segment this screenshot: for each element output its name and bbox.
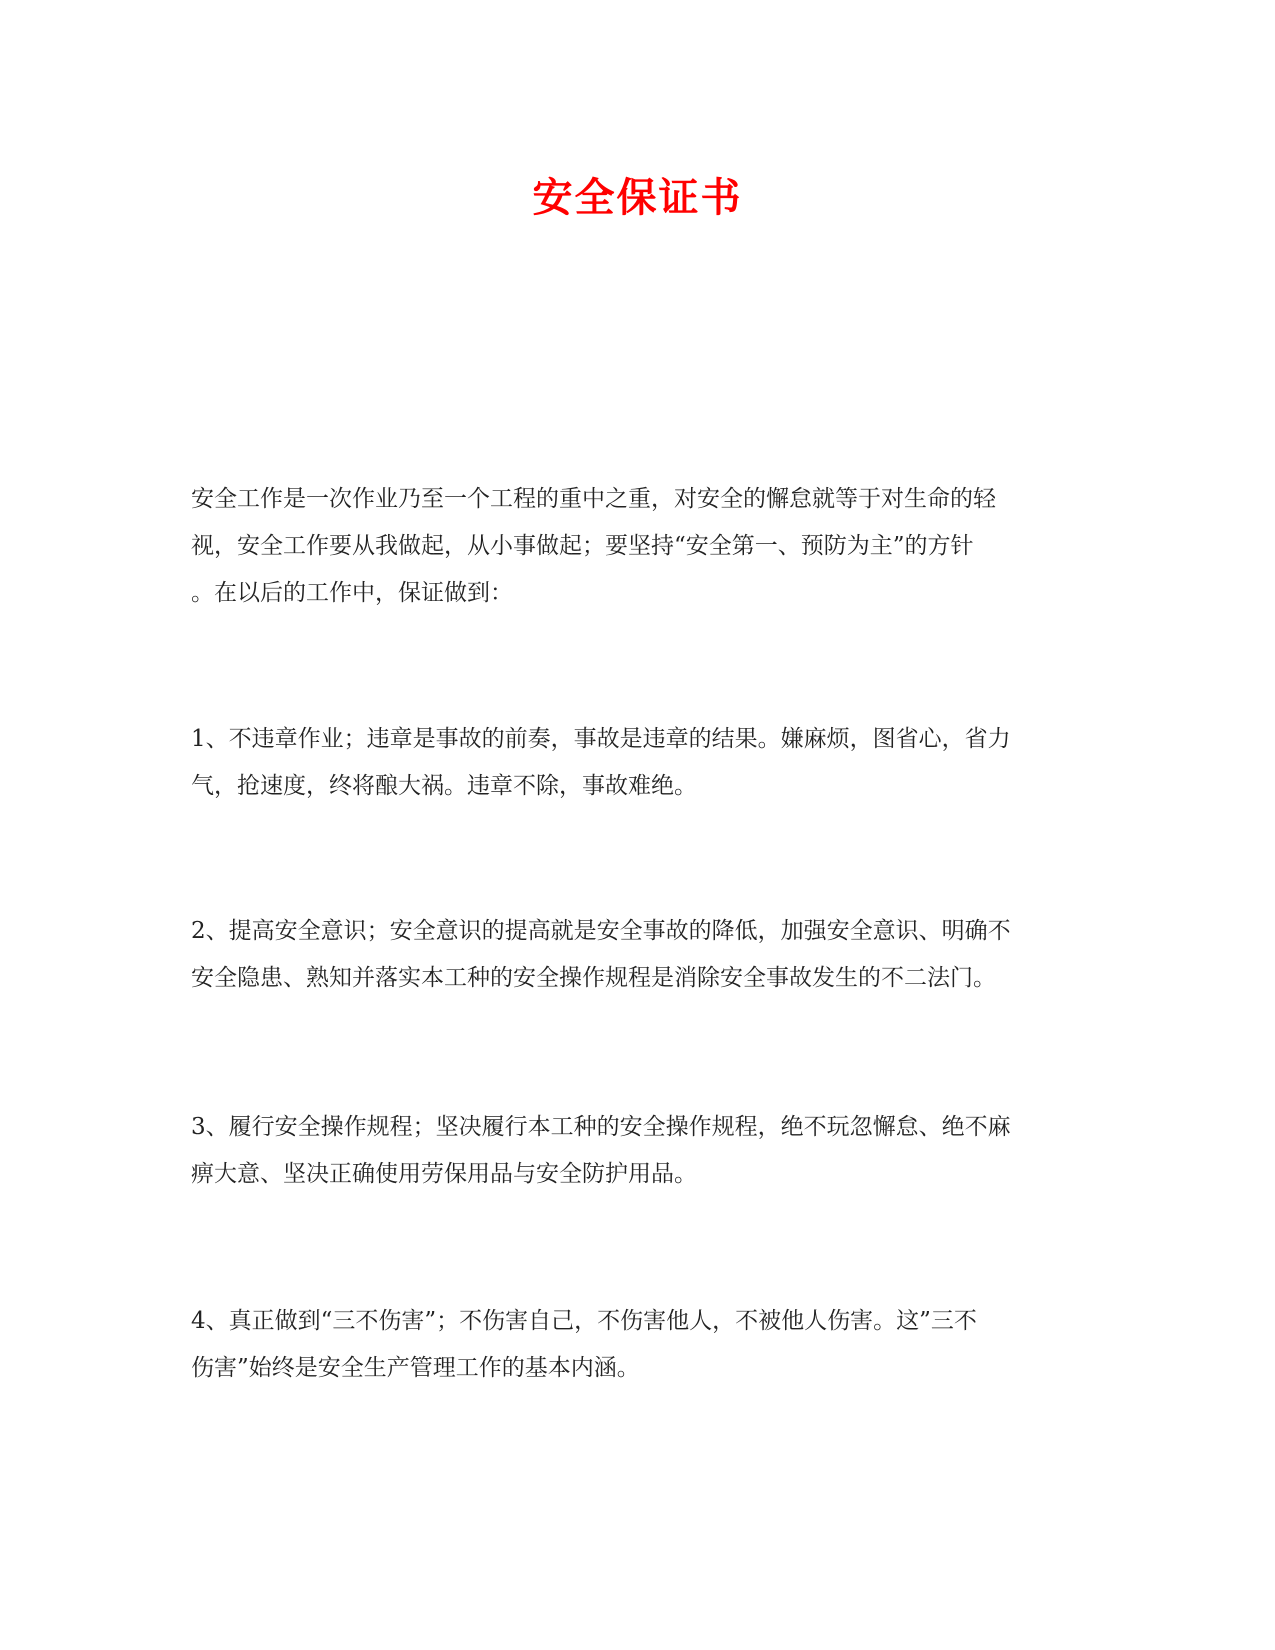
paragraph-line: 4、真正做到“三不伤害”；不伤害自己，不伤害他人，不被他人伤害。这”三不: [191, 1308, 977, 1334]
paragraph-line: 气，抢速度，终将酿大祸。违章不除，事故难绝。: [191, 773, 697, 799]
paragraph-line: 1、不违章作业；违章是事故的前奏，事故是违章的结果。嫌麻烦，图省心，省力: [191, 726, 1011, 752]
intro-paragraph: [191, 476, 1091, 617]
paragraph-line: 伤害”始终是安全生产管理工作的基本内涵。: [191, 1355, 640, 1381]
item-1-paragraph: [191, 716, 1091, 810]
paragraph-line: 安全工作是一次作业乃至一个工程的重中之重，对安全的懈怠就等于对生命的轻: [191, 486, 996, 512]
item-4-paragraph: [191, 1298, 1091, 1392]
item-3-paragraph: [191, 1104, 1091, 1198]
item-2-paragraph: [191, 908, 1091, 1002]
paragraph-line: 3、履行安全操作规程；坚决履行本工种的安全操作规程，绝不玩忽懈怠、绝不麻: [191, 1114, 1011, 1140]
paragraph-line: 。在以后的工作中，保证做到：: [191, 580, 513, 606]
paragraph-line: 2、提高安全意识；安全意识的提高就是安全事故的降低，加强安全意识、明确不: [191, 918, 1011, 944]
paragraph-line: 视，安全工作要从我做起，从小事做起；要坚持“安全第一、预防为主”的方针: [191, 533, 974, 559]
paragraph-line: 痹大意、坚决正确使用劳保用品与安全防护用品。: [191, 1161, 697, 1187]
paragraph-line: 安全隐患、熟知并落实本工种的安全操作规程是消除安全事故发生的不二法门。: [191, 965, 996, 991]
document-title: 安全保证书: [532, 174, 743, 221]
